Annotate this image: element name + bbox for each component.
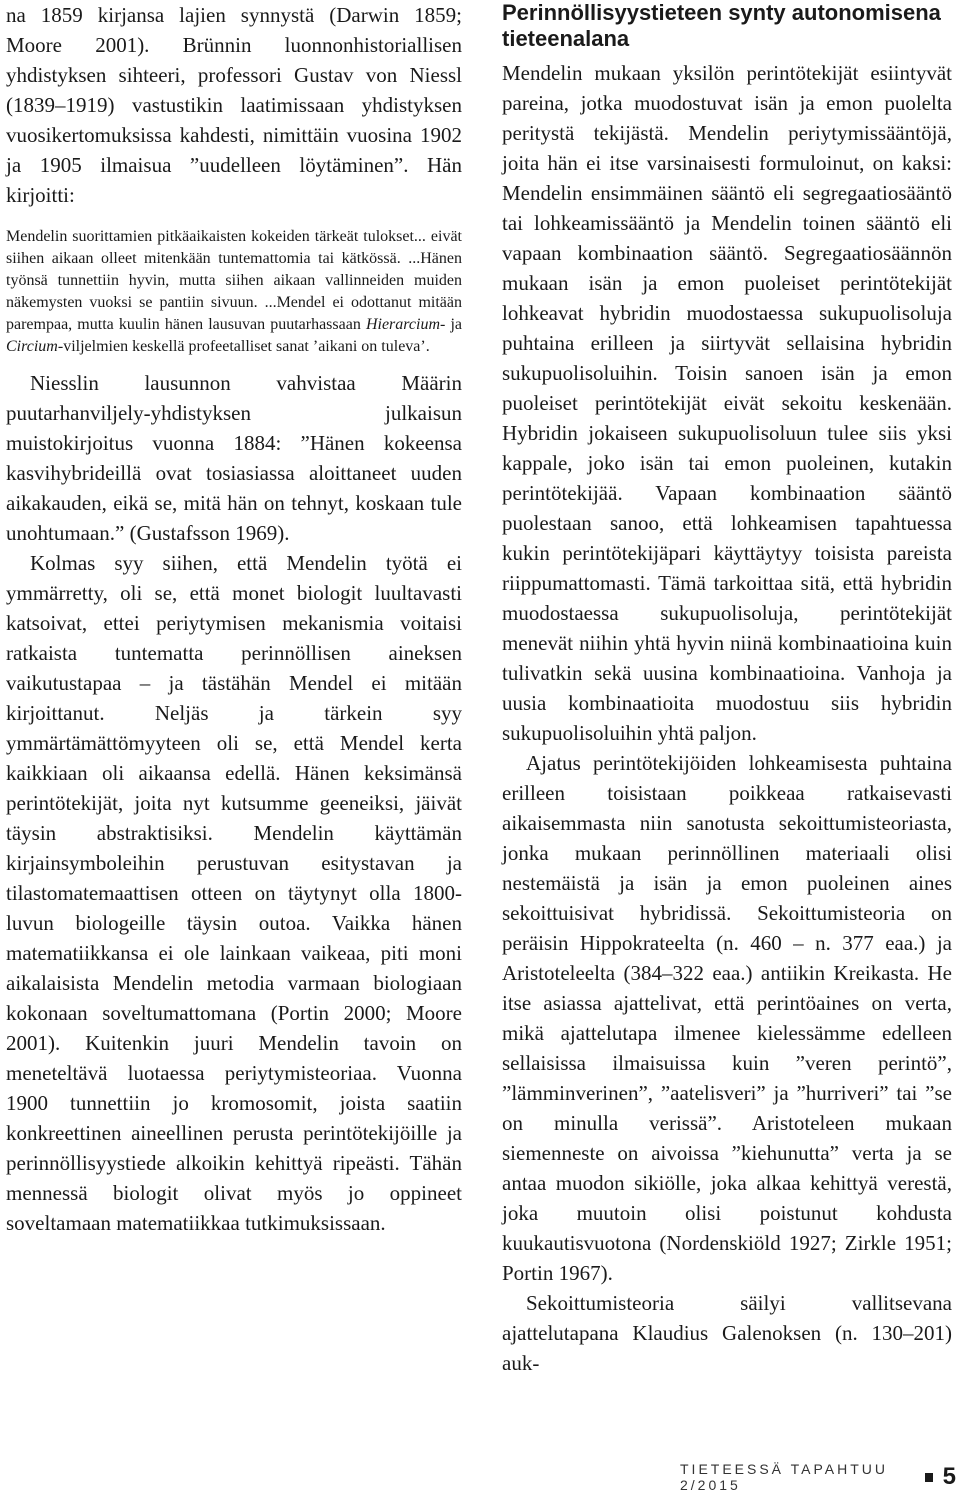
- paragraph-blending-theory: Ajatus perintötekijöiden lohkeamisesta puhtaina erilleen toisistaan poikkeaa ratkaisevasti aikaisemmasta niin sanotusta sekoittumisteoriasta, jonka mukaan perinnöllinen materiaali olisi nestemäistä ja isän ja emon puoleinen aines sekoittuisivat hybridissä. Sekoittumisteoria on peräisin Hippokrateelta (n. 460 – n. 377 eaa.) ja Aristoteleelta (384–322 eaa.) antiikin Kreikasta. He itse asiassa ajattelivat, että perintöaines on verta, mikä ajattelutapa ilmenee kielessämme edelleen sellaisissa ilmaisuissa kuin ”veren perintö”, ”lämminverinen”, ”aatelisveri” ja ”hurriveri” tai ”se on minulla verissä”. Aristoteleen mukaan siemenneste on aivoissa ”kiehunutta” verta ja se antaa muodon sikiölle, joka alkaa kehittyä verestä, joka muutoin olisi poistunut kohdusta kuukautisvuotona (Nordenskiöld 1927; Zirkle 1951; Portin 1967).: [502, 751, 952, 1285]
- quote-text-1: Mendelin suorittamien pitkäaikaisten kokeiden tärkeät tulokset... eivät siihen aikaan olleet mitenkään tuntemattomia tai kätkössä. ...Hänen työnsä tunnettiin hyvin, mutta siihen aikaan vallinneiden muiden näkemysten vuoksi se pantiin sivuun. ...Mendel ei odottanut mitään parempaa, mutta kuulin hänen lausuvan puutarhassaan: [6, 228, 462, 333]
- page-number: 5: [942, 1463, 956, 1490]
- page-footer: [680, 1462, 956, 1492]
- square-bullet-icon: [925, 1473, 933, 1482]
- quote-italic-hierarcium: Hierarcium: [365, 316, 441, 333]
- paragraph-mendel-rules: Mendelin mukaan yksilön perintötekijät esiintyvät pareina, jotka muodostuvat isän ja emon puolelta peritystä tekijästä. Mendelin periytymissääntöjä, joita hän ei itse varsinaisesti formuloinut, on kaksi: Mendelin ensimmäinen sääntö eli segregaatiosääntö tai lohkeamissääntö ja Mendelin toinen sääntö eli vapaan kombinaation sääntö. Segregaatiosäännön mukaan isän ja emon puoleiset perintötekijät lohkeavat hybridin muodostaessa sukupuolisoluja puhtaina erilleen ja siirtyvät sellaisina hybridin sukupuolisoluihin. Toisin sanoen isän ja emon puoleiset perintötekijät eivät sekoitu keskenään. Hybridin jokaiseen sukupuolisoluun tulee siis yksi kappale, joko isän tai emon puoleinen, kutakin perintötekijää. Vapaan kombinaation sääntö puolestaan sanoo, että lohkeamisen tapahtuessa kukin perintötekijäpari käyttäytyy toisista pareista riippumattomasti. Tämä tarkoittaa sitä, että hybridin muodostaessa sukupuolisoluja, perintötekijät menevät niihin yhtä hyvin niinä kombinaatioina kuin tulivatkin sekä uusina kombinaatioina. Vanhoja ja uusia kombinaatioita muodostuu siis hybridin sukupuolisoluihin yhtä paljon.: [502, 61, 952, 745]
- right-column: [502, 0, 952, 1378]
- paragraph-niessl: Niesslin lausunnon vahvistaa Määrin puutarhanviljely-yhdistyksen julkaisun muistokirjoitus vuonna 1884: ”Hänen kokeensa kasvihybrideillä ovat tosiasiassa aloittaneet uuden aikakauden, eikä se, mitä hän on tehnyt, koskaan tule unohtumaan.” (Gustafsson 1969).: [6, 371, 462, 545]
- left-column: [6, 0, 462, 1238]
- quote-text-2: - ja: [440, 316, 463, 333]
- intro-paragraph: na 1859 kirjansa lajien synnystä (Darwin 1859; Moore 2001). Brünnin luonnonhistoriallisen yhdistyksen sihteeri, professori Gustav von Niessl (1839–1919) vastustikin laatimissaan yhdistyksen vuosikertomuksissa kahdesti, nimittäin vuosina 1902 ja 1905 ilmaisua ”uudelleen löytäminen”. Hän kirjoitti:: [6, 3, 462, 207]
- block-quote: [6, 226, 462, 358]
- quote-italic-circium: Circium: [6, 338, 58, 355]
- quote-text-3: -viljelmien keskellä profeetalliset sanat ’aikani on tuleva’.: [57, 338, 430, 355]
- publication-label: TIETEESSÄ TAPAHTUU 2/2015: [680, 1461, 889, 1493]
- section-heading: Perinnöllisyystieteen synty autonomisena tieteenalana: [502, 0, 941, 51]
- paragraph-third-reason: Kolmas syy siihen, että Mendelin työtä ei ymmärretty, oli se, että monet biologit luultavasti katsoivat, ettei periytymisen mekanismia voitaisi ratkaista tuntematta perinnöllisen aineksen vaikutustapaa – ja tästähän Mendel ei mitään kirjoittanut. Neljäs ja tärkein syy ymmärtämättömyyteen oli se, että Mendel kerta kaikkiaan oli aikaansa edellä. Hänen keksimänsä perintötekijät, joita nyt kutsumme geeneiksi, jäivät täysin abstraktisiksi. Mendelin käyttämän kirjainsymboleihin perustuvan esitystavan ja tilastomatemaattisen otteen on täytynyt olla 1800-luvun biologeille täysin outoa. Vaikka hänen matematiikkansa ei ole lainkaan vaikeaa, piti moni aikalaisista Mendelin metodia varmaan biologiaan kokonaan soveltumattomana (Portin 2000; Moore 2001). Kuitenkin juuri Mendelin tavoin on meneteltävä luotaessa periytymisteoriaa. Vuonna 1900 tunnettiin jo kromosomit, joista saatiin konkreettinen aineellinen perusta perintötekijöille ja perinnöllisyystiede alkoikin kehittyä ripeästi. Tähän mennessä biologit olivat myös jo oppineet soveltamaan matematiikkaa tutkimuksissaan.: [6, 551, 462, 1235]
- paragraph-galen: Sekoittumisteoria säilyi vallitsevana ajattelutapana Klaudius Galenoksen (n. 130–201) auk-: [502, 1291, 952, 1375]
